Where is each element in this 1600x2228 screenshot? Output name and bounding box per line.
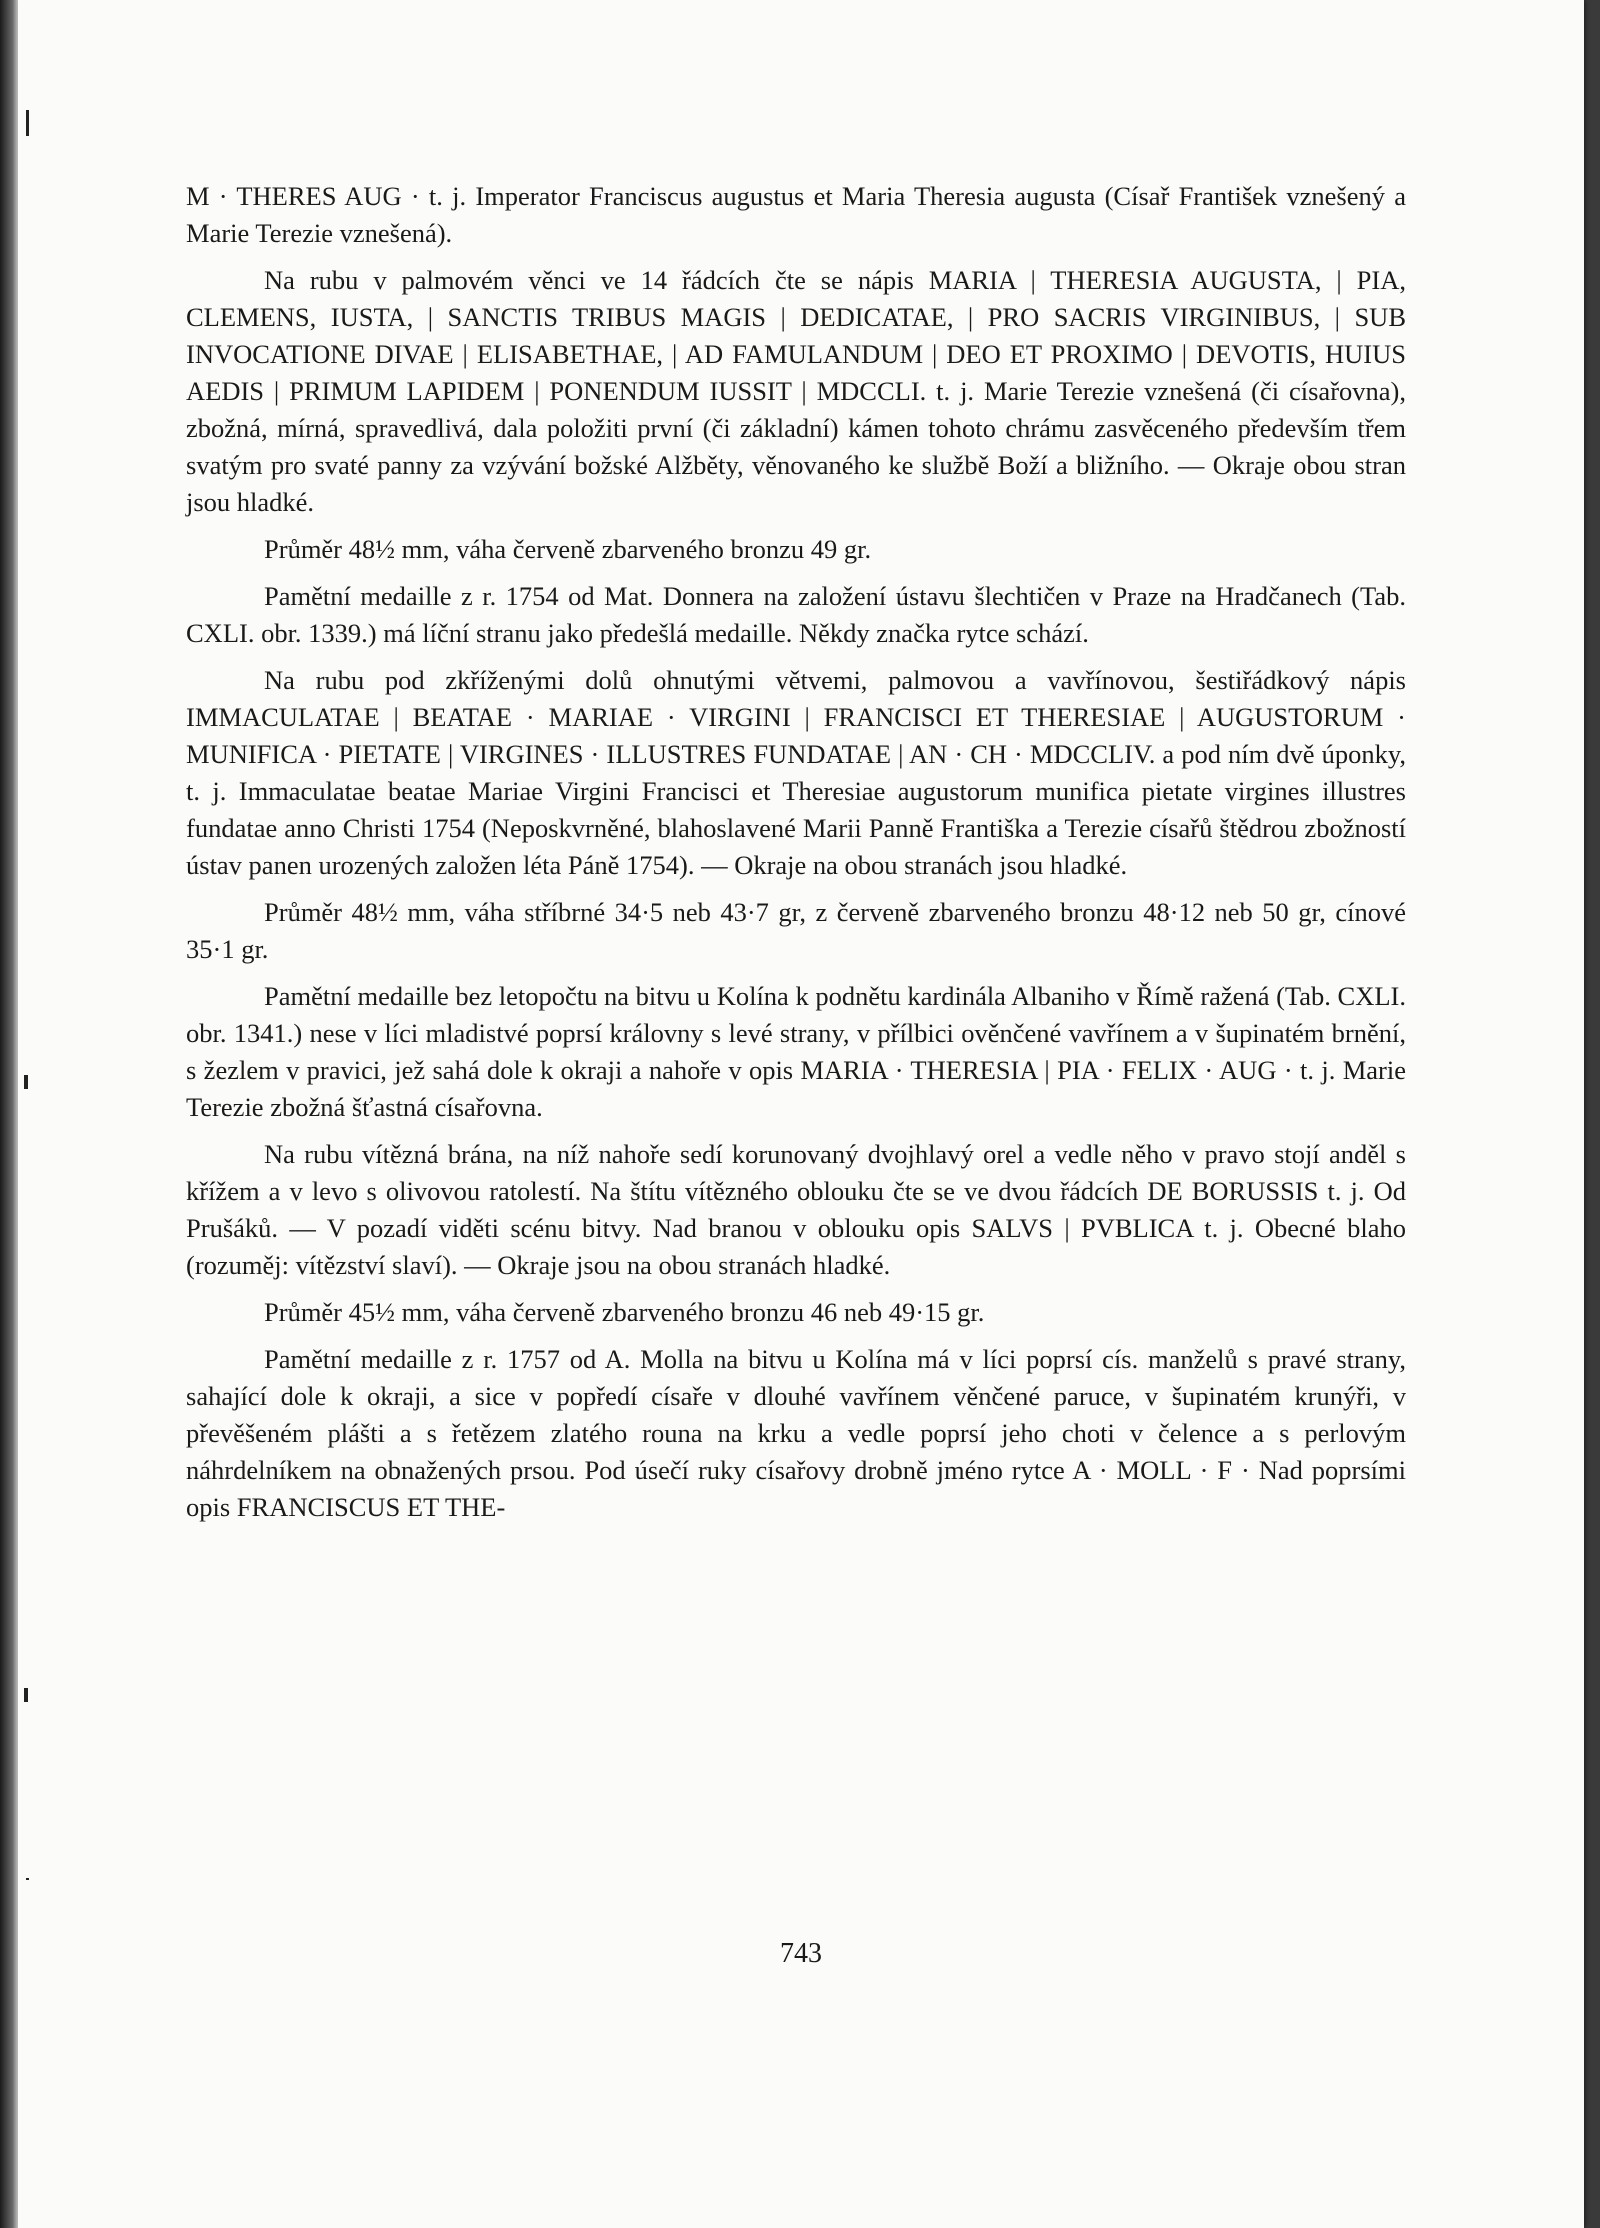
paragraph-5: Na rubu pod zkříženými dolů ohnutými větvemi, palmovou a vavřínovou, šestiřádkový nápis IMMACULATAE | BEATAE · MARIAE · VIRGINI | FRANCISCI ET THERESIAE | AUGUSTORUM · MUNIFICA · PIETATE | VIRGINES · ILLUSTRES FUNDATAE | AN · CH · MDCCLIV. a pod ním dvě úponky, t. j. Immaculatae beatae Mariae Virgini Francisci et Theresiae augustorum munifica pietate virgines illustres fundatae anno Christi 1754 (Neposkvrněné, blahoslavené Marii Panně Františka a Terezie císařů štědrou zbožností ústav panen urozených založen léta Páně 1754). — Okraje na obou stranách jsou hladké. xyxy=(186,665,1406,880)
paragraph-9: Průměr 45½ mm, váha červeně zbarveného bronzu 46 neb 49·15 gr. xyxy=(264,1297,985,1327)
paragraph-1: M · THERES AUG · t. j. Imperator Franciscus augustus et Maria Theresia augusta (Císař František vznešený a Marie Terezie vznešená). xyxy=(186,181,1406,248)
paragraph-7: Pamětní medaille bez letopočtu na bitvu u Kolína k podnětu kardinála Albaniho v Římě ražená (Tab. CXLI. obr. 1341.) nese v líci mladistvé poprsí královny s levé strany, v přílbici ověnčené vavřínem a v šupinatém brnění, s žezlem v pravici, jež sahá dole k okraji a nahoře v opis MARIA · THERESIA | PIA · FELIX · AUG · t. j. Marie Terezie zbožná šťastná císařovna. xyxy=(186,981,1406,1122)
paragraph-3: Průměr 48½ mm, váha červeně zbarveného bronzu 49 gr. xyxy=(264,534,872,564)
paragraph-8: Na rubu vítězná brána, na níž nahoře sedí korunovaný dvojhlavý orel a vedle něho v pravo stojí anděl s křížem a v levo s olivovou ratolestí. Na štítu vítězného oblouku čte se ve dvou řádcích DE BORUSSIS t. j. Od Prušáků. — V pozadí viděti scénu bitvy. Nad branou v oblouku opis SALVS | PVBLICA t. j. Obecné blaho (rozuměj: vítězství slaví). — Okraje jsou na obou stranách hladké. xyxy=(186,1139,1406,1280)
paragraph-6: Průměr 48½ mm, váha stříbrné 34·5 neb 43·7 gr, z červeně zbarveného bronzu 48·12 neb 50 gr, cínové 35·1 gr. xyxy=(186,897,1406,964)
margin-mark xyxy=(24,1075,28,1089)
margin-mark xyxy=(24,1688,28,1702)
book-page xyxy=(18,0,1584,2228)
margin-mark xyxy=(26,110,29,136)
paragraph-2: Na rubu v palmovém věnci ve 14 řádcích čte se nápis MARIA | THERESIA AUGUSTA, | PIA, CLEMENS, IUSTA, | SANCTIS TRIBUS MAGIS | DEDICATAE, | PRO SACRIS VIRGINIBUS, | SUB INVOCATIONE DIVAE | ELISABETHAE, | AD FAMULANDUM | DEO ET PROXIMO | DEVOTIS, HUIUS AEDIS | PRIMUM LAPIDEM | PONENDUM IUSSIT | MDCCLI. t. j. Marie Terezie vznešená (či císařovna), zbožná, mírná, spravedlivá, dala položiti první (či základní) kámen tohoto chrámu zasvěceného především třem svatým pro svaté panny za vzývání božské Alžběty, věnovaného ke službě Boží a bližního. — Okraje obou stran jsou hladké. xyxy=(186,265,1406,517)
paragraph-10: Pamětní medaille z r. 1757 od A. Molla na bitvu u Kolína má v líci poprsí cís. manželů s pravé strany, sahající dole k okraji, a sice v popředí císaře v dlouhé vavřínem věnčené paruce, v šupinatém krunýři, v převěšeném plášti a s řetězem zlatého rouna na krku a vedle poprsí jeho choti v čelence a s perlovým náhrdelníkem na obnažených prsou. Pod úsečí ruky císařovy drobně jméno rytce A · MOLL · F · Nad poprsími opis FRANCISCUS ET THE- xyxy=(186,1344,1406,1522)
paragraph-4: Pamětní medaille z r. 1754 od Mat. Donnera na založení ústavu šlechtičen v Praze na Hradčanech (Tab. CXLI. obr. 1339.) má líční stranu jako předešlá medaille. Někdy značka rytce schází. xyxy=(186,581,1406,648)
text-column xyxy=(186,178,1406,1536)
binding-edge xyxy=(0,0,18,2228)
margin-mark xyxy=(26,1878,29,1880)
page-number: 743 xyxy=(780,1938,822,1969)
